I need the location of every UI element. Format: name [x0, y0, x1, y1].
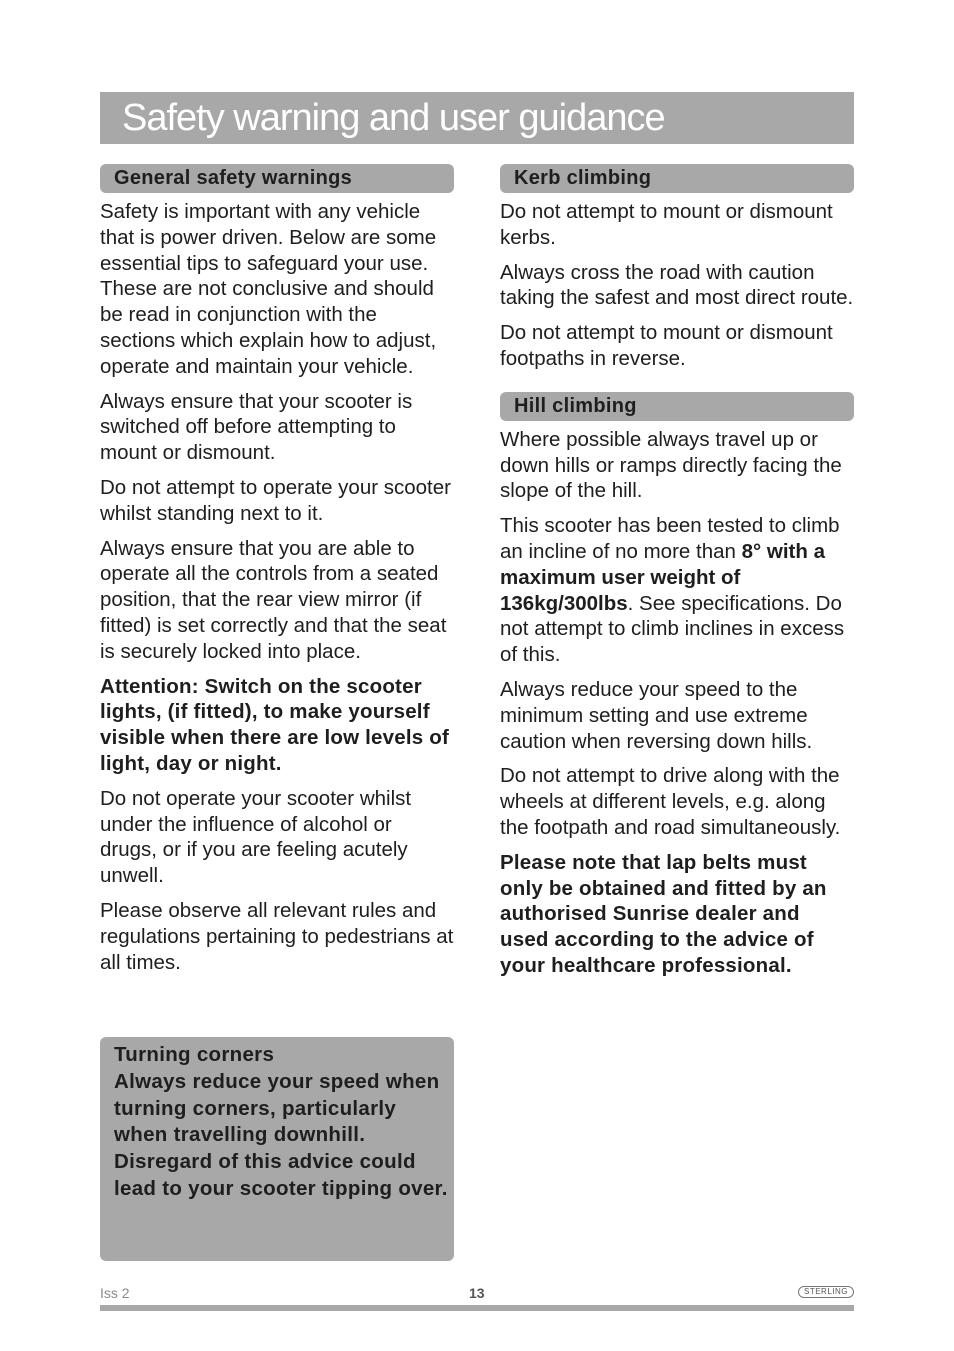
left-column — [100, 164, 454, 984]
paragraph: Where possible always travel up or down hills or ramps directly facing the slope of the hill. — [500, 427, 842, 503]
page-number: 13 — [469, 1285, 485, 1301]
paragraph: Please observe all relevant rules and regulations pertaining to pedestrians at all times. — [100, 898, 454, 974]
paragraph: Safety is important with any vehicle that is power driven. Below are some essential tips to safeguard your use. These are not conclusive and should be read in conjunction with the sections which explain how to adjust, operate and maintain your vehicle. — [100, 200, 437, 378]
callout-warning: Disregard of this advice could lead to your scooter tipping over. — [114, 1150, 448, 1200]
callout-heading: Turning corners — [114, 1043, 275, 1066]
turning-corners-callout — [100, 1037, 454, 1261]
right-column — [500, 164, 854, 988]
title-bar — [100, 92, 854, 144]
paragraph: Always ensure that your scooter is switched off before attempting to mount or dismount. — [100, 389, 413, 465]
section-heading-kerb-climbing: Kerb climbing — [500, 164, 854, 193]
lap-belt-note: Please note that lap belts must only be obtained and fitted by an authorised Sunrise dealer and used according to the advice of your healthcare professional. — [500, 850, 827, 977]
sterling-logo: STERLING — [798, 1286, 854, 1298]
section-heading-hill-climbing: Hill climbing — [500, 392, 854, 421]
paragraph: Do not attempt to drive along with the wheels at different levels, e.g. along the footpath and road simultaneously. — [500, 764, 841, 839]
paragraph: Do not operate your scooter whilst under the influence of alcohol or drugs, or if you are feeling acutely unwell. — [100, 786, 412, 888]
paragraph-incline-spec — [500, 513, 854, 668]
footer-divider — [100, 1305, 854, 1311]
section-heading-general-safety: General safety warnings — [100, 164, 454, 193]
page-title: Safety warning and user guidance — [122, 97, 665, 139]
paragraph: Do not attempt to mount or dismount kerbs. — [500, 200, 833, 249]
paragraph: Always reduce your speed to the minimum setting and use extreme caution when reversing down hills. — [500, 677, 813, 753]
paragraph: Always cross the road with caution taking the safest and most direct route. — [500, 260, 854, 310]
paragraph: Do not attempt to mount or dismount footpaths in reverse. — [500, 321, 833, 370]
attention-note: Attention: Switch on the scooter lights, (if fitted), to make yourself visible when there are low levels of light, day or night. — [100, 674, 449, 775]
callout-text: Always reduce your speed when turning corners, particularly when travelling downhill. — [114, 1069, 440, 1147]
paragraph: Do not attempt to operate your scooter whilst standing next to it. — [100, 475, 451, 525]
paragraph: Always ensure that you are able to operate all the controls from a seated position, that the rear view mirror (if fitted) is set correctly and that the seat is securely locked into place. — [100, 536, 447, 663]
text: . See specifications. Do not attempt to climb inclines in excess of this. — [500, 591, 845, 667]
incline-spec: 8° with a maximum user weight of 136kg/300lbs — [500, 539, 825, 615]
text: This scooter has been tested to climb an incline of no more than — [500, 514, 840, 563]
issue-label: Iss 2 — [100, 1285, 130, 1301]
